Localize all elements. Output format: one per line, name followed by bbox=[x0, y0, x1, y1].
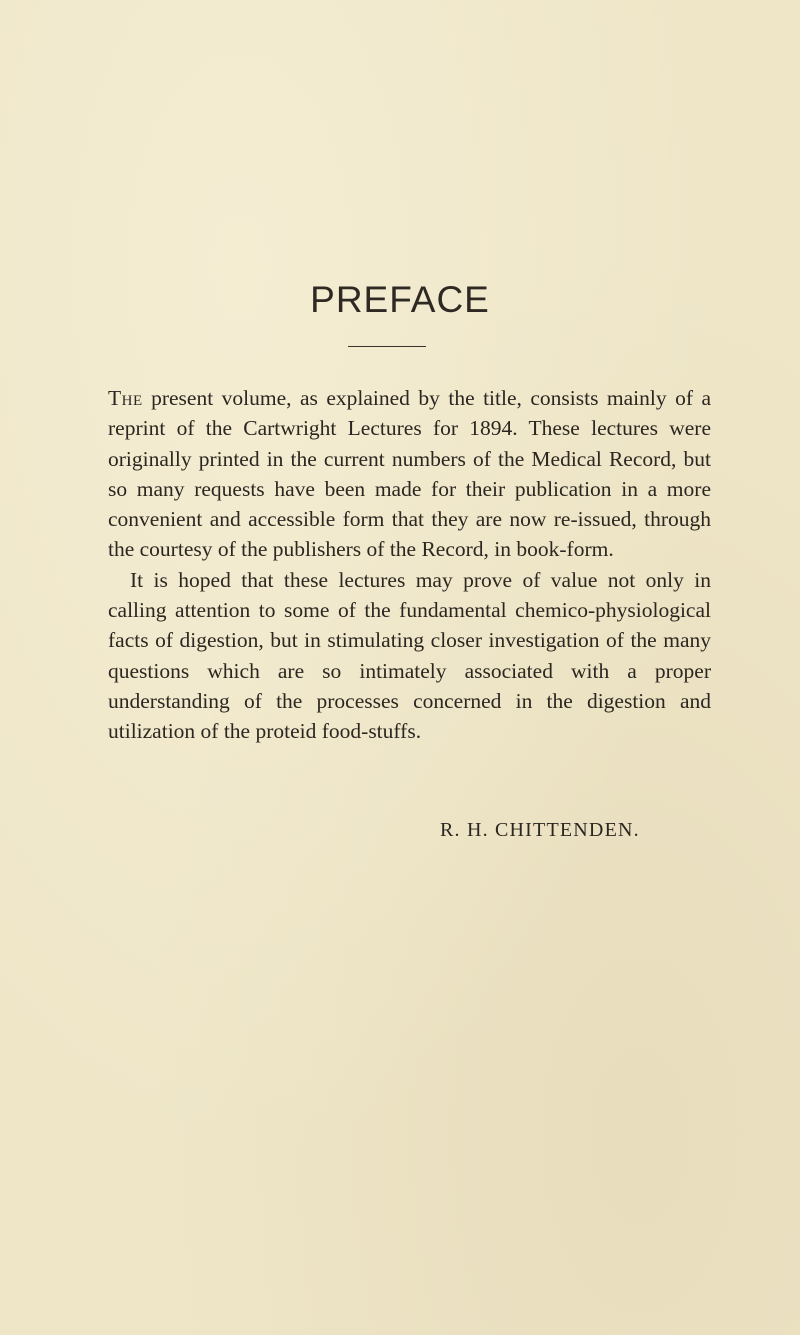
preface-body bbox=[108, 383, 711, 747]
preface-paragraph-2: It is hoped that these lectures may prove of value not only in calling attention to some of the fundamental chemico-physiological facts of digestion, but in stimulating closer investigation of the many questions which are so intimately associated with a proper understanding of the processes concerned in the digestion and utilization of the proteid food-stuffs. bbox=[108, 567, 711, 744]
paragraph-1-text: present volume, as explained by the title, consists mainly of a reprint of the Cartwright Lectures for 1894. These lectures were originally printed in the current numbers of the Medical Record, but so many requests have been made for their publication in a more convenient and accessible form that they are now re-issued, through the courtesy of the publishers of the Record, in book-form. bbox=[108, 386, 711, 562]
paragraph-1-lead-word: The bbox=[108, 386, 143, 410]
title-rule-divider bbox=[348, 346, 426, 347]
preface-title: PREFACE bbox=[310, 279, 490, 320]
author-signature: R. H. CHITTENDEN. bbox=[440, 819, 640, 841]
preface-paragraph-1 bbox=[108, 383, 711, 565]
